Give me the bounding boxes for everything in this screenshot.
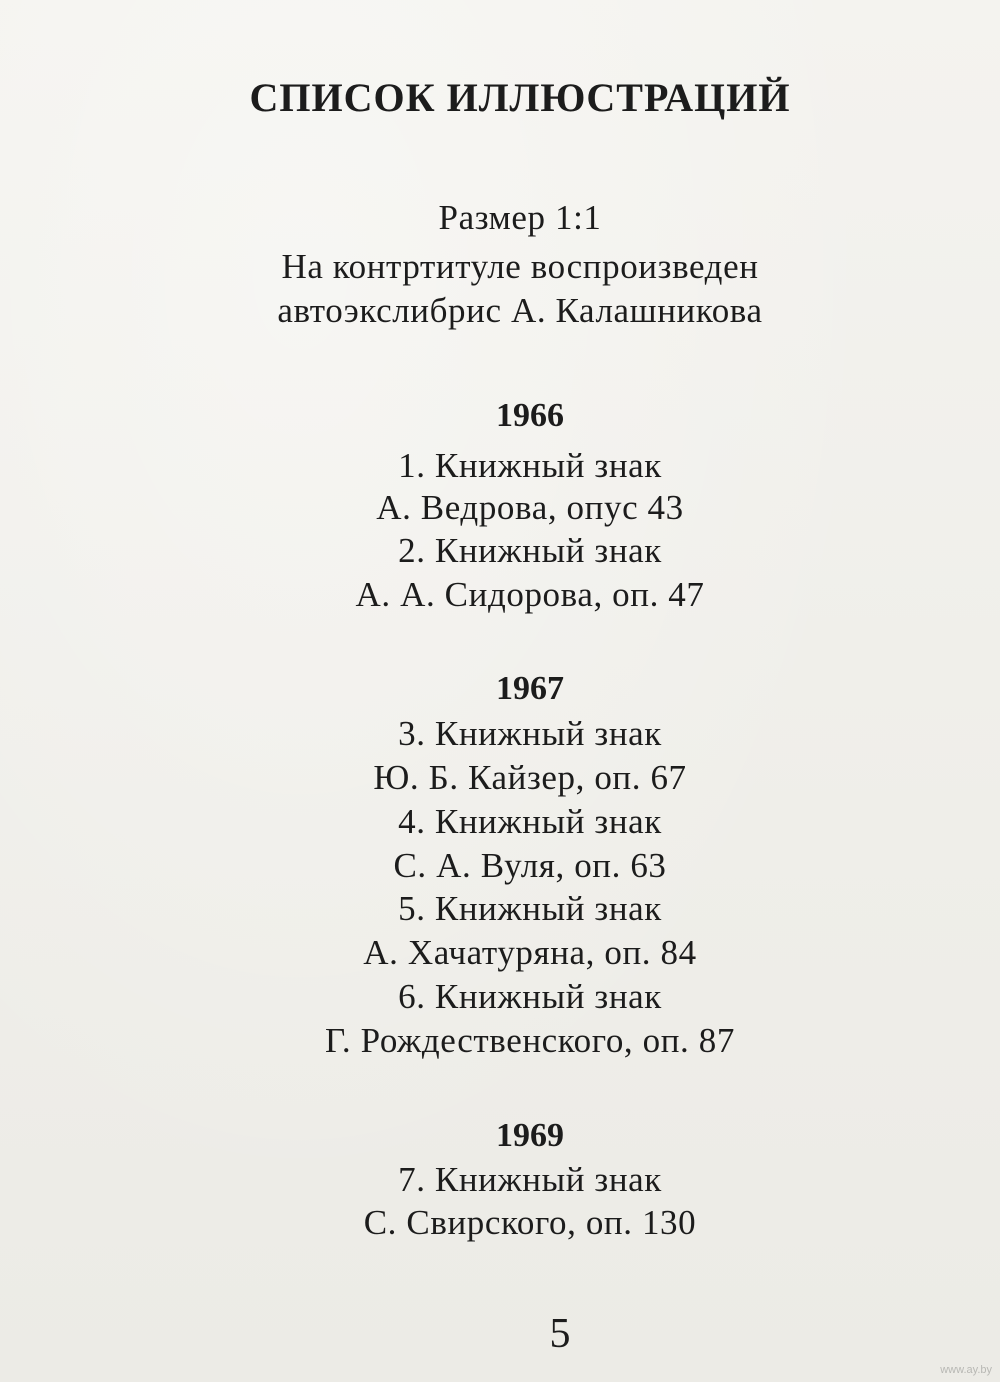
- year-heading-1966: 1966: [496, 397, 564, 434]
- page-number: 5: [549, 1311, 571, 1357]
- list-item: 2. Книжный знак: [398, 531, 662, 570]
- list-item: 7. Книжный знак: [398, 1160, 662, 1199]
- frontispiece-note-line-2: автоэкслибрис А. Калашникова: [277, 291, 763, 330]
- page-title: СПИСОК ИЛЛЮСТРАЦИЙ: [249, 75, 791, 120]
- list-item: С. А. Вуля, оп. 63: [393, 846, 667, 885]
- list-item: 5. Книжный знак: [398, 889, 662, 928]
- list-item: 3. Книжный знак: [398, 714, 662, 753]
- list-item: С. Свирского, оп. 130: [363, 1203, 697, 1242]
- year-heading-1967: 1967: [496, 670, 564, 707]
- list-item: 1. Книжный знак: [398, 446, 662, 485]
- frontispiece-note-line-1: На контртитуле воспроизведен: [281, 247, 759, 286]
- list-item: А. А. Сидорова, оп. 47: [355, 575, 705, 614]
- watermark: www.ay.by: [940, 1364, 992, 1376]
- list-item: Ю. Б. Кайзер, оп. 67: [373, 758, 687, 797]
- year-heading-1969: 1969: [496, 1117, 564, 1154]
- list-item: А. Ведрова, опус 43: [376, 488, 684, 527]
- list-item: А. Хачатуряна, оп. 84: [363, 933, 697, 972]
- list-item: Г. Рождественского, оп. 87: [325, 1021, 735, 1060]
- size-note: Размер 1:1: [438, 198, 602, 237]
- list-item: 6. Книжный знак: [398, 977, 662, 1016]
- list-item: 4. Книжный знак: [398, 802, 662, 841]
